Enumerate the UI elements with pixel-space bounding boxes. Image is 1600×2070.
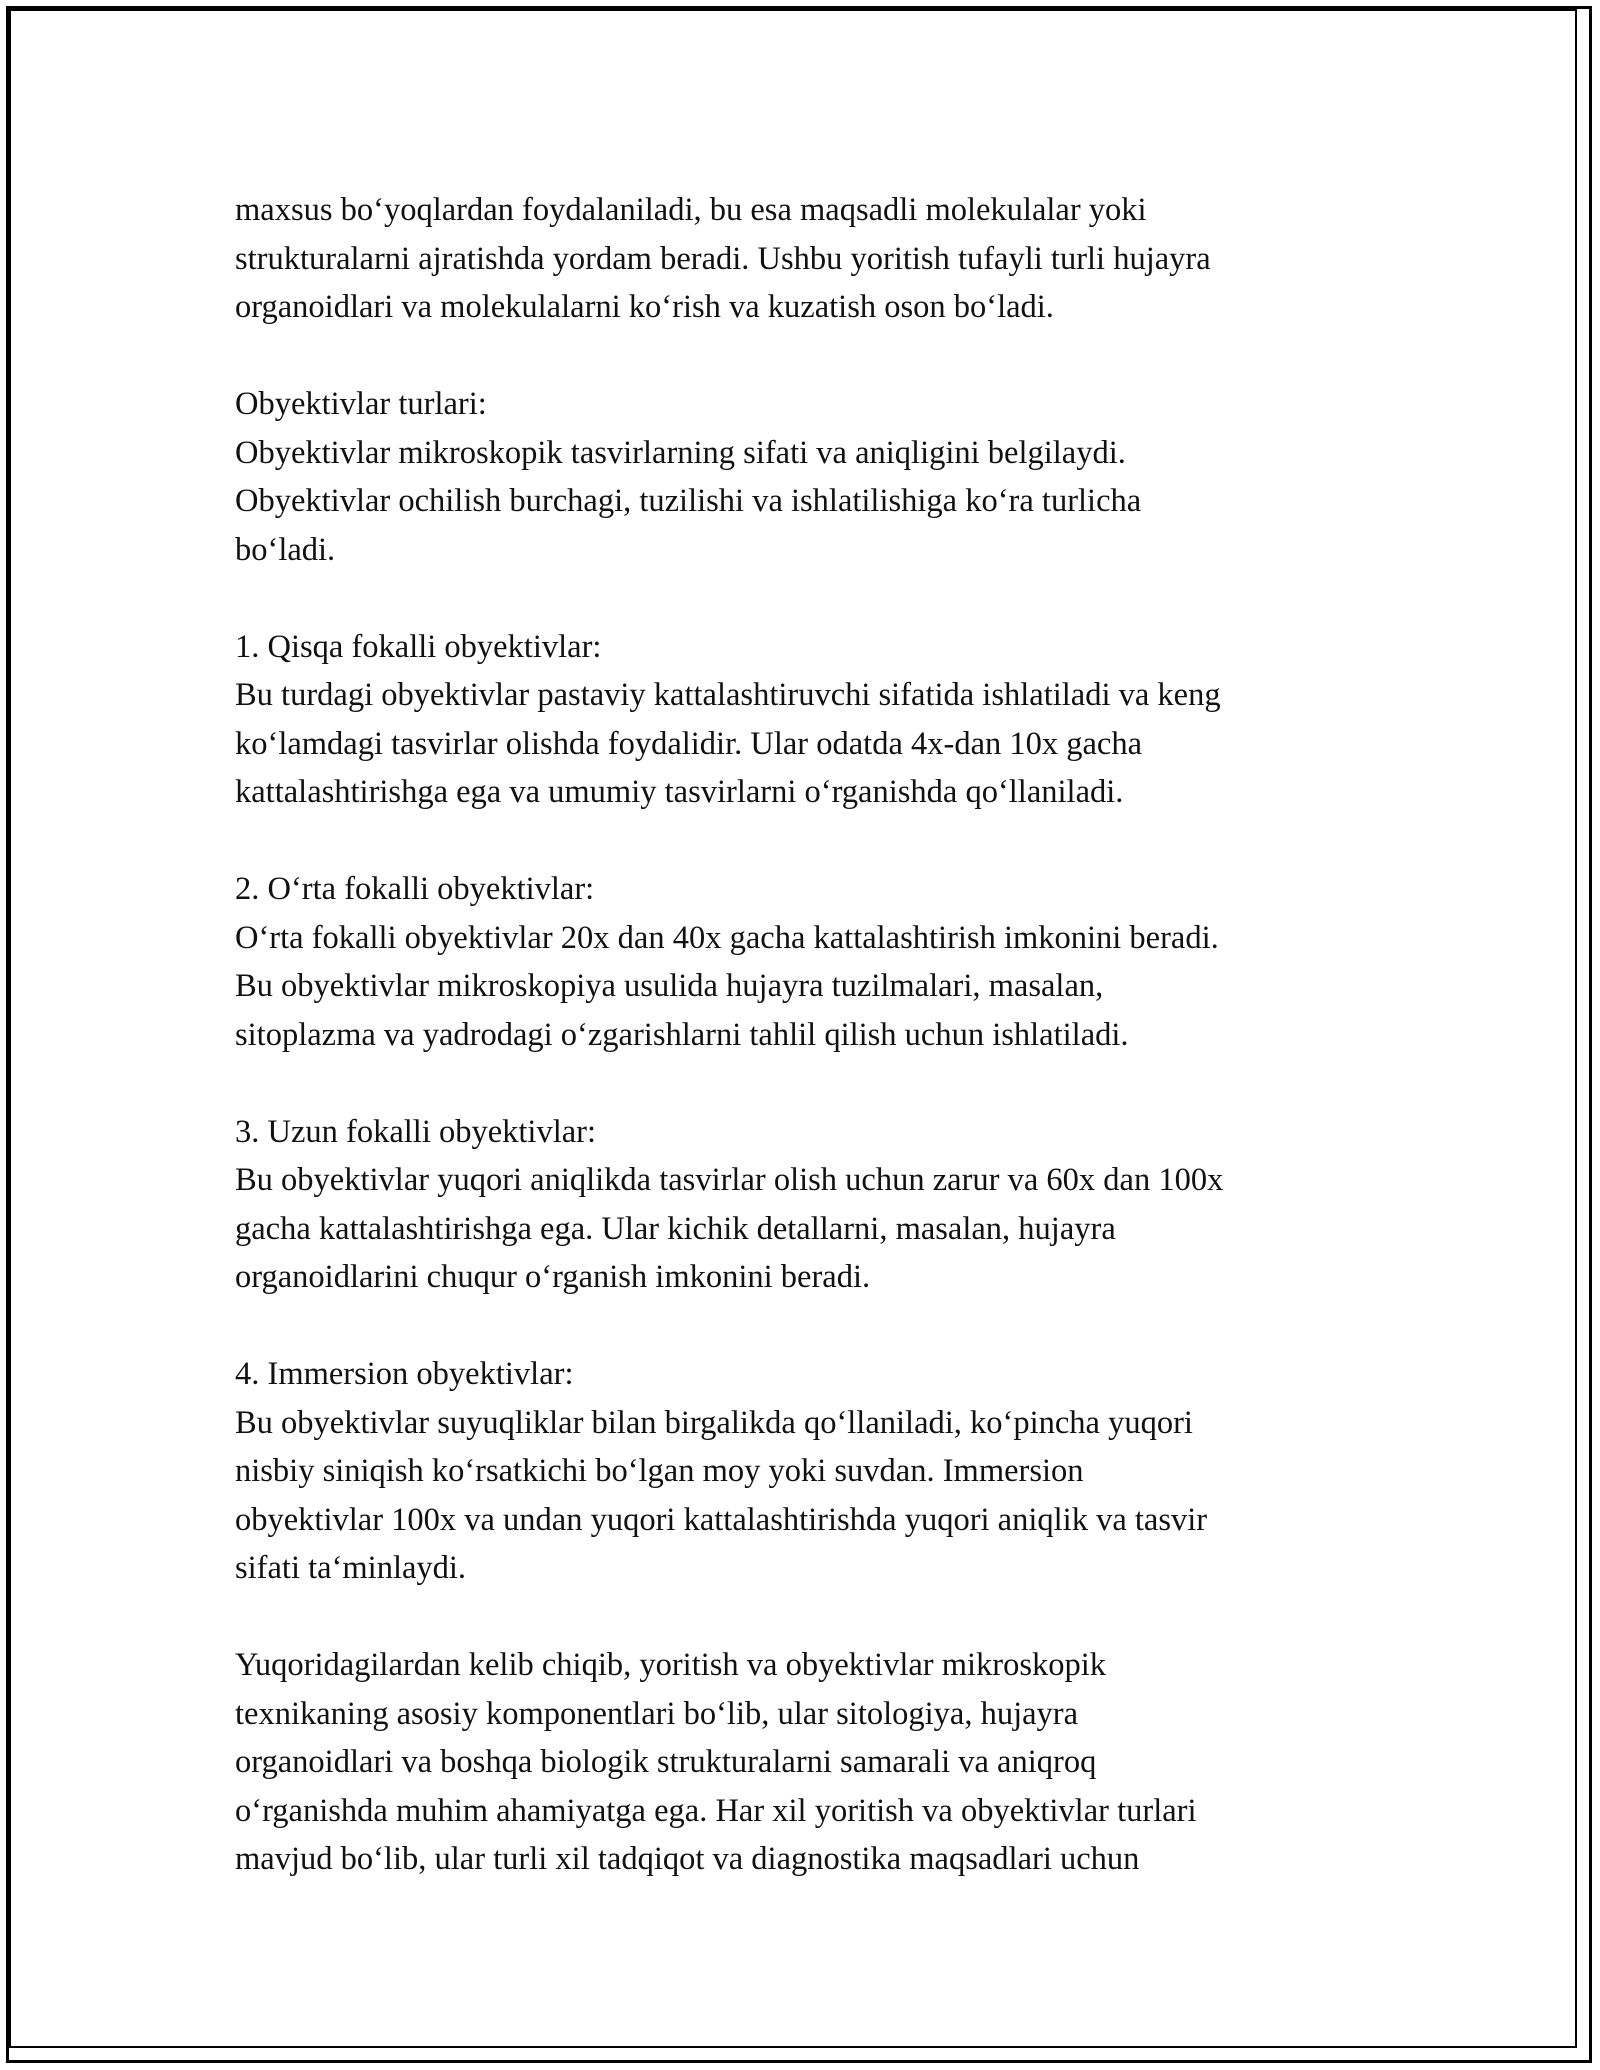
text-line: Yuqoridagilardan kelib chiqib, yoritish va obyektivlar mikroskopik: [235, 1647, 1107, 1683]
text-line: maxsus bo‘yoqlardan foydalaniladi, bu esa maqsadli molekulalar yoki: [235, 192, 1147, 228]
text-line: Bu obyektivlar suyuqliklar bilan birgalikda qo‘llaniladi, ko‘pincha yuqori: [235, 1404, 1193, 1441]
text-line: Obyektivlar mikroskopik tasvirlarning sifati va aniqligini belgilaydi.: [235, 434, 1126, 471]
list-heading: 1. Qisqa fokalli obyektivlar:: [235, 628, 602, 665]
text-line: Bu obyektivlar mikroskopiya usulida hujayra tuzilmalari, masalan,: [235, 968, 1104, 1004]
document-body: [235, 186, 1375, 1884]
paragraph-immersion: [235, 1350, 1375, 1593]
list-heading: 3. Uzun fokalli obyektivlar:: [235, 1113, 597, 1150]
text-line: obyektivlar 100x va undan yuqori kattalashtirishda yuqori aniqlik va tasvir: [235, 1501, 1208, 1538]
text-line: Bu turdagi obyektivlar pastaviy kattalashtiruvchi sifatida ishlatiladi va keng: [235, 677, 1221, 713]
text-line: O‘rta fokalli obyektivlar 20x dan 40x gacha kattalashtirish imkonini beradi.: [235, 919, 1219, 956]
paragraph-illumination-end: [235, 186, 1375, 332]
text-line: organoidlari va boshqa biologik strukturalarni samarali va aniqroq: [235, 1744, 1097, 1780]
list-heading: 2. O‘rta fokalli obyektivlar:: [235, 871, 595, 907]
text-line: mavjud bo‘lib, ular turli xil tadqiqot va diagnostika maqsadlari uchun: [235, 1841, 1140, 1877]
text-line: organoidlarini chuqur o‘rganish imkonini beradi.: [235, 1259, 871, 1295]
paragraph-long-focal: [235, 1108, 1375, 1302]
text-line: sitoplazma va yadrodagi o‘zgarishlarni tahlil qilish uchun ishlatiladi.: [235, 1016, 1129, 1053]
text-line: Bu obyektivlar yuqori aniqlikda tasvirlar olish uchun zarur va 60x dan 100x: [235, 1162, 1224, 1198]
text-line: ko‘lamdagi tasvirlar olishda foydalidir. Ular odatda 4x-dan 10x gacha: [235, 725, 1143, 762]
paragraph-conclusion: [235, 1641, 1375, 1884]
text-line: o‘rganishda muhim ahamiyatga ega. Har xil yoritish va obyektivlar turlari: [235, 1792, 1197, 1829]
text-line: organoidlari va molekulalarni ko‘rish va kuzatish oson bo‘ladi.: [235, 289, 1054, 325]
section-heading: Obyektivlar turlari:: [235, 386, 487, 422]
list-heading: 4. Immersion obyektivlar:: [235, 1356, 574, 1392]
text-line: Obyektivlar ochilish burchagi, tuzilishi va ishlatilishiga ko‘ra turlicha: [235, 483, 1142, 519]
paragraph-short-focal: [235, 623, 1375, 817]
text-line: bo‘ladi.: [235, 531, 336, 568]
text-line: nisbiy siniqish ko‘rsatkichi bo‘lgan moy yoki suvdan. Immersion: [235, 1453, 1084, 1489]
text-line: strukturalarni ajratishda yordam beradi. Ushbu yoritish tufayli turli hujayra: [235, 240, 1211, 277]
text-line: kattalashtirishga ega va umumiy tasvirlarni o‘rganishda qo‘llaniladi.: [235, 774, 1124, 810]
paragraph-objective-types: [235, 380, 1375, 574]
text-line: gacha kattalashtirishga ega. Ular kichik detallarni, masalan, hujayra: [235, 1210, 1116, 1247]
text-line: texnikaning asosiy komponentlari bo‘lib, ular sitologiya, hujayra: [235, 1695, 1079, 1732]
paragraph-medium-focal: [235, 865, 1375, 1059]
text-line: sifati ta‘minlaydi.: [235, 1550, 467, 1586]
